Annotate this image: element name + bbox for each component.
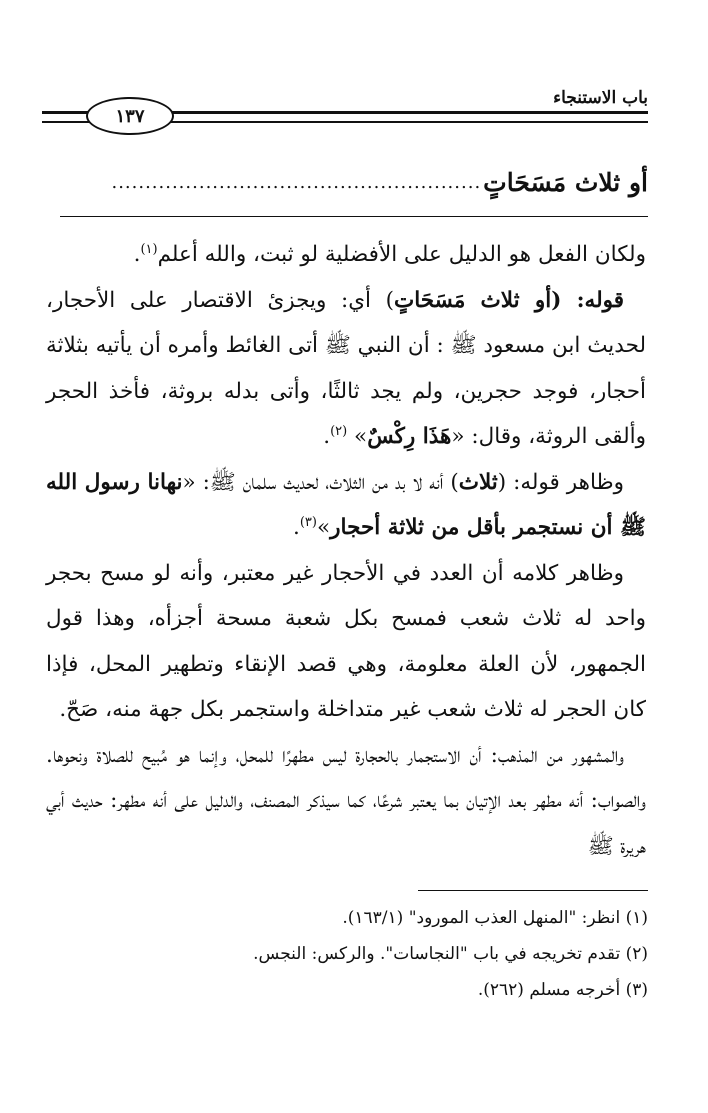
commentary-body — [46, 232, 646, 869]
matn-dots: ....................................................... — [111, 171, 482, 193]
paragraph-3-text: ) أنه لا بد من الثلاث، لحديث سلمان ﷺ: « — [182, 469, 459, 495]
footnote-ref-2: (٢) — [330, 423, 348, 439]
paragraph-2 — [46, 278, 646, 460]
footnote-1: (١) انظر: "المنهل العذب المورود" (١٦٣/١). — [342, 908, 648, 928]
page-number: ١٣٧ — [86, 97, 174, 135]
footnotes — [60, 900, 648, 1008]
paragraph-5: والمشهور من المذهب: أن الاستجمار بالحجارة ليس مطهرًا للمحل، وإنما هو مُبيح للصلاة ونحوها. والصواب: أنه مطهر بعد الإتيان بما يعتبر شرعًا، كما سيذكر المصنف، والدليل على أنه مطهر: حديث أبي هريرة ﷺ — [46, 742, 646, 859]
footnote-ref-1: (١) — [140, 241, 158, 257]
footnote-2: (٢) تقدم تخريجه في باب "النجاسات". والركس: النجس. — [253, 944, 648, 964]
footnote-ref-3: (٣) — [299, 514, 317, 530]
paragraph-3-end: . — [293, 515, 300, 540]
matn-divider — [60, 216, 648, 217]
paragraph-2-close: » — [347, 424, 368, 449]
paragraph-2-lead: قوله: ( — [551, 287, 624, 313]
matn-quote — [110, 162, 648, 202]
paragraph-3-term: ثلاث — [458, 469, 498, 495]
footnote-divider — [418, 890, 648, 891]
paragraph-1 — [46, 232, 646, 278]
hadith-quote-1: هَذَا رِكْسٌ — [367, 424, 452, 449]
paragraph-2-term: أو ثلاث مَسَحَاتٍ — [393, 287, 552, 313]
header-rule — [168, 111, 648, 123]
paragraph-4: وظاهر كلامه أن العدد في الأحجار غير معتبر، وأنه لو مسح بحجر واحد له ثلاث شعب فمسح بكل شعبة مسحة أجزأه، وهذا قول الجمهور، لأن العلة معلومة، وهي قصد الإنقاء وتطهير المحل، فإذا كان الحجر له ثلاث شعب غير متداخلة واستجمر بكل جهة منه، صَحّ. — [46, 560, 646, 722]
paragraph-1-text: ولكان الفعل هو الدليل على الأفضلية لو ثبت، والله أعلم — [157, 242, 646, 267]
paragraph-1-end: . — [133, 242, 141, 267]
matn-text: أو ثلاث مَسَحَاتٍ — [483, 167, 648, 197]
hadith-quote-2: نهانا رسول الله ﷺ أن نستجمر بأقل من ثلاثة أحجار — [46, 469, 646, 540]
paragraph-2-text: ) أي: ويجزئ الاقتصار على الأحجار، لحديث ابن مسعود ﷺ : أن النبي ﷺ أتى الغائط وأمره أن يأتيه بثلاثة أحجار، فوجد حجرين، ولم يجد ثالثًا، وأتى بدله بروثة، فأخذ الحجر وألقى الروثة، وقال: « — [46, 287, 646, 449]
paragraph-3 — [46, 460, 646, 551]
paragraph-3-lead: وظاهر قوله: ( — [497, 469, 625, 495]
chapter-title: باب الاستنجاء — [553, 88, 648, 108]
paragraph-2-end: . — [323, 424, 331, 449]
header-rule-left — [42, 111, 92, 123]
footnote-3: (٣) أخرجه مسلم (٢٦٢). — [477, 980, 648, 1000]
paragraph-3-close: » — [316, 515, 331, 540]
